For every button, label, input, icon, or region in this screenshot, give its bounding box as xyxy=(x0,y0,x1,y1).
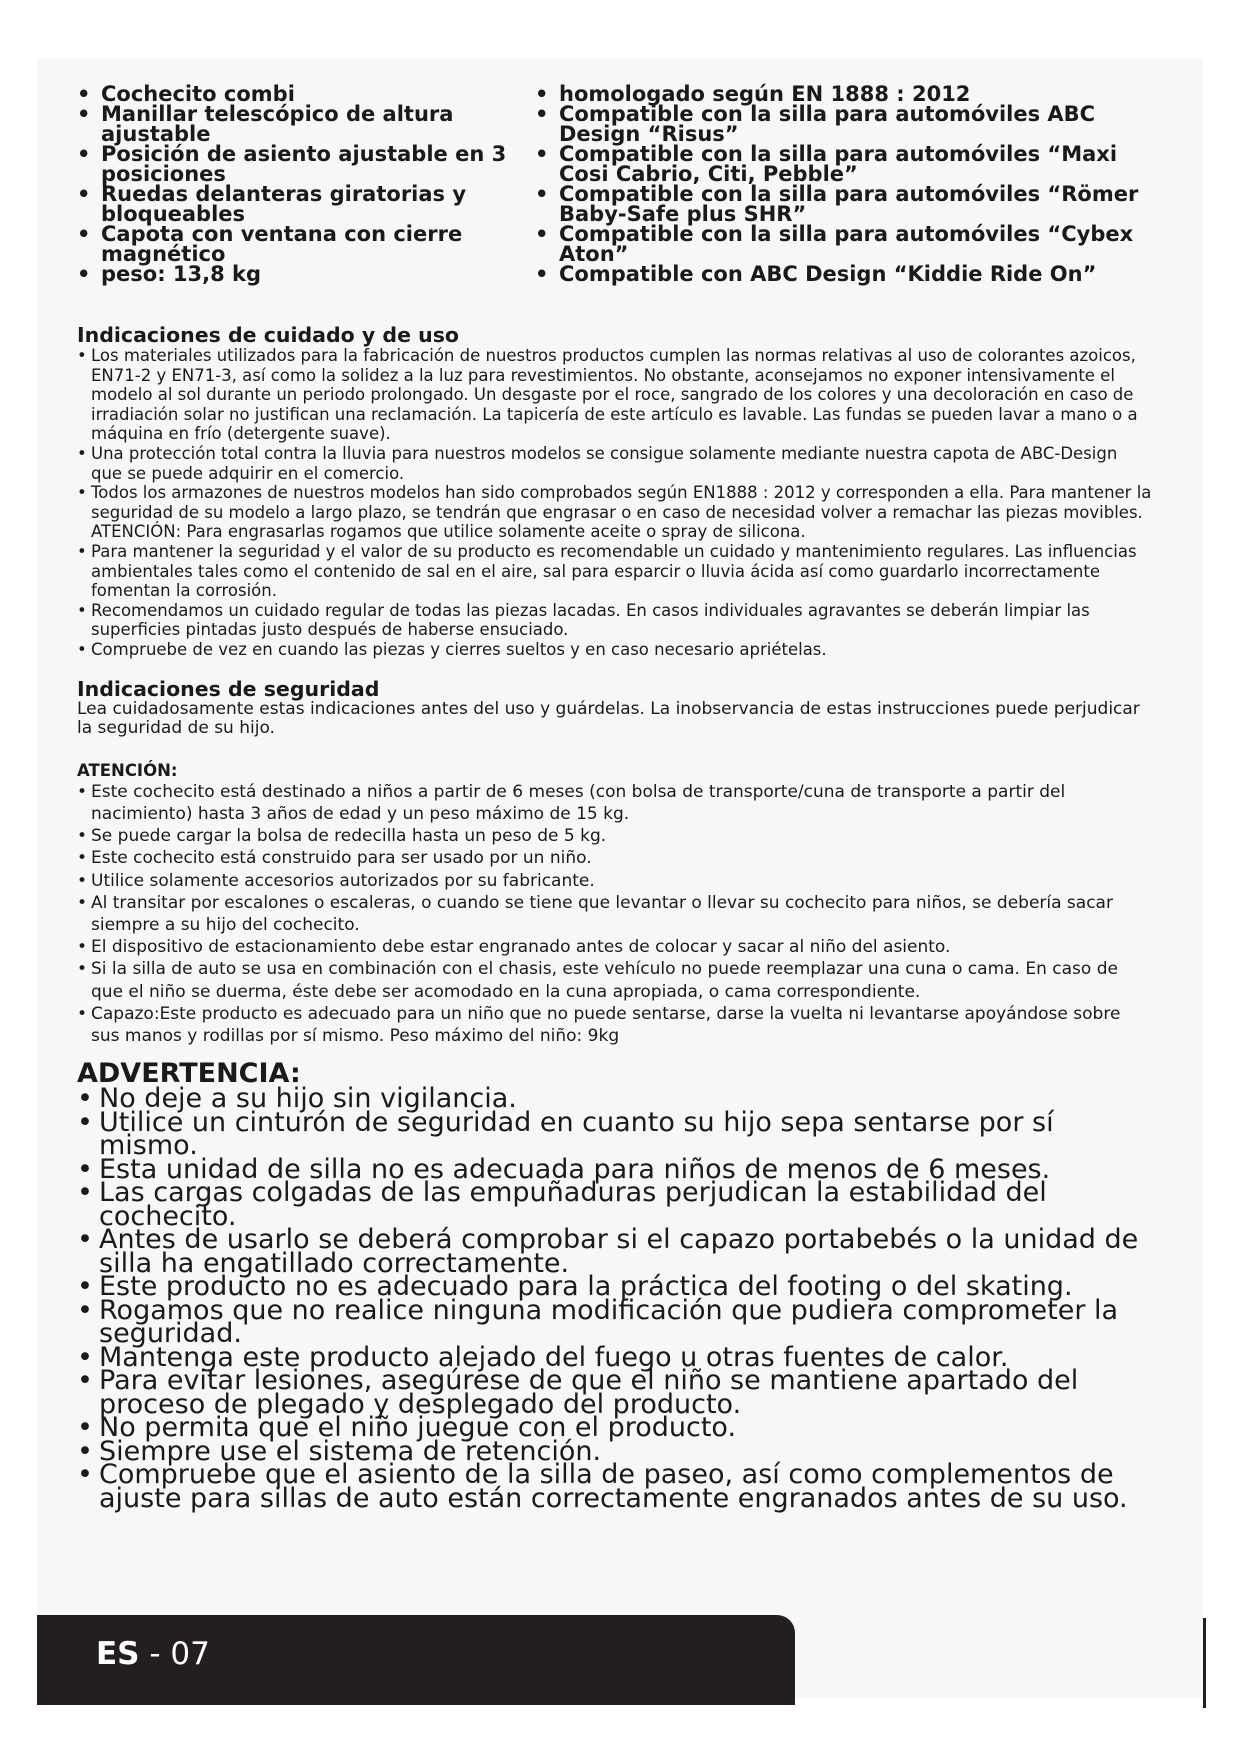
feature-item: • Posición de asiento ajustable en 3 posiciones xyxy=(77,144,507,184)
page-number xyxy=(96,1634,210,1674)
attention-item: • Capazo:Este producto es adecuado para un niño que no puede sentarse, darse la vuelta ni levantarse apoyándose sobre sus manos y rodillas por sí mismo. Peso máximo del niño: 9kg xyxy=(77,1003,1152,1047)
care-list xyxy=(77,346,1152,660)
care-item: • Compruebe de vez en cuando las piezas y cierres sueltos y en caso necesario apriételas. xyxy=(77,640,1152,660)
care-item: • Para mantener la seguridad y el valor de su producto es recomendable un cuidado y mantenimiento regulares. Las influencias ambientales tales como el contenido de sal en el aire, sal para esparcir o lluvia ácida así como guardarlo incorrectamente fomentan la corrosión. xyxy=(77,542,1152,601)
feature-item: • Manillar telescópico de altura ajustable xyxy=(77,104,507,144)
attention-item: • Al transitar por escalones o escaleras, o cuando se tiene que levantar o llevar su cochecito para niños, se debería sacar siempre a su hijo del cochecito. xyxy=(77,892,1152,936)
features-left-column xyxy=(77,84,507,284)
attention-list xyxy=(77,781,1152,1047)
warning-item: • No permita que el niño juegue con el producto. xyxy=(77,1416,1152,1440)
attention-item: • Se puede cargar la bolsa de redecilla hasta un peso de 5 kg. xyxy=(77,825,1152,847)
care-item: • Los materiales utilizados para la fabricación de nuestros productos cumplen las normas relativas al uso de colorantes azoicos, EN71-2 y EN71-3, así como la solidez a la luz para revestimientos. No obstante, aconsejamos no exponer intensivamente el modelo al sol durante un periodo prolongado. Un desgaste por el roce, sangrado de los colores y una decoloración en caso de irradiación solar no justifican una reclamación. La tapicería de este artículo es lavable. Las fundas se pueden lavar a mano o a máquina en frío (detergente suave). xyxy=(77,346,1152,444)
care-note: ATENCIÓN: Para engrasarlas rogamos que utilice solamente aceite o spray de silicona. xyxy=(91,522,806,542)
care-item: • Todos los armazones de nuestros modelos han sido comprobados según EN1888 : 2012 y corresponden a ella. Para mantener la seguridad de su modelo a largo plazo, se tendrán que engrasar o en caso de necesidad volver a remachar las piezas movibles. xyxy=(77,483,1152,522)
care-item: • Recomendamos un cuidado regular de todas las piezas lacadas. En casos individuales agravantes se deberán limpiar las superficies pintadas justo después de haberse ensuciado. xyxy=(77,601,1152,640)
feature-item: • Capota con ventana con cierre magnético xyxy=(77,224,507,264)
warning-item: • Siempre use el sistema de retención. xyxy=(77,1440,1152,1464)
feature-item: • homologado según EN 1888 : 2012 xyxy=(535,84,1152,104)
feature-item: • Compatible con la silla para automóviles “Maxi Cosi Cabrio, Citi, Pebble” xyxy=(535,144,1152,184)
language-code: ES xyxy=(96,1636,140,1672)
warning-item: • Utilice un cinturón de seguridad en cuanto su hijo sepa sentarse por sí mismo. xyxy=(77,1111,1152,1158)
attention-item: • El dispositivo de estacionamiento debe estar engranado antes de colocar y sacar al niño del asiento. xyxy=(77,936,1152,958)
feature-item: • Compatible con la silla para automóviles “Römer Baby-Safe plus SHR” xyxy=(535,184,1152,224)
care-heading: Indicaciones de cuidado y de uso xyxy=(77,323,459,347)
warning-item: • Las cargas colgadas de las empuñaduras perjudican la estabilidad del cochecito. xyxy=(77,1181,1152,1228)
attention-heading: ATENCIÓN: xyxy=(77,760,178,780)
warning-list xyxy=(77,1083,1152,1514)
warning-item: • Antes de usarlo se deberá comprobar si el capazo portabebés o la unidad de silla ha engatillado correctamente. xyxy=(77,1228,1152,1275)
warning-item: • Este producto no es adecuado para la práctica del footing o del skating. xyxy=(77,1275,1152,1299)
warning-item: • Para evitar lesiones, asegúrese de que el niño se mantiene apartado del proceso de plegado y desplegado del producto. xyxy=(77,1369,1152,1416)
attention-item: • Utilice solamente accesorios autorizados por su fabricante. xyxy=(77,870,1152,892)
attention-item: • Si la silla de auto se usa en combinación con el chasis, este vehículo no puede reemplazar una cuna o cama. En caso de que el niño se duerma, éste debe ser acomodado en la cuna apropiada, o cama correspondiente. xyxy=(77,958,1152,1002)
warning-item: • No deje a su hijo sin vigilancia. xyxy=(77,1087,1152,1111)
warning-item: • Mantenga este producto alejado del fuego u otras fuentes de calor. xyxy=(77,1346,1152,1370)
page-label: - 07 xyxy=(149,1636,210,1672)
edge-line xyxy=(1203,1618,1206,1708)
warning-item: • Compruebe que el asiento de la silla de paseo, así como complementos de ajuste para sillas de auto están correctamente engranados antes de su uso. xyxy=(77,1463,1152,1510)
feature-item: • Compatible con la silla para automóviles ABC Design “Risus” xyxy=(535,104,1152,144)
feature-item: • Compatible con ABC Design “Kiddie Ride On” xyxy=(535,264,1152,284)
safety-heading: Indicaciones de seguridad xyxy=(77,676,380,701)
feature-item: • Cochecito combi xyxy=(77,84,507,104)
attention-item: • Este cochecito está construido para ser usado por un niño. xyxy=(77,847,1152,869)
manual-content xyxy=(77,82,1152,1514)
features-right-column xyxy=(535,84,1152,284)
warning-item: • Rogamos que no realice ninguna modificación que pudiera comprometer la seguridad. xyxy=(77,1299,1152,1346)
attention-item: • Este cochecito está destinado a niños a partir de 6 meses (con bolsa de transporte/cuna de transporte a partir del nacimiento) hasta 3 años de edad y un peso máximo de 15 kg. xyxy=(77,781,1152,825)
warning-item: • Esta unidad de silla no es adecuada para niños de menos de 6 meses. xyxy=(77,1158,1152,1182)
feature-item: • Compatible con la silla para automóviles “Cybex Aton” xyxy=(535,224,1152,264)
care-item: • Una protección total contra la lluvia para nuestros modelos se consigue solamente mediante nuestra capota de ABC-Design que se puede adquirir en el comercio. xyxy=(77,444,1152,483)
feature-item: • peso: 13,8 kg xyxy=(77,264,507,284)
warning-heading: ADVERTENCIA: xyxy=(77,1058,301,1090)
feature-item: • Ruedas delanteras giratorias y bloqueables xyxy=(77,184,507,224)
safety-intro: Lea cuidadosamente estas indicaciones antes del uso y guárdelas. La inobservancia de estas instrucciones puede perjudicar la seguridad de su hijo. xyxy=(77,698,1140,739)
features-section xyxy=(77,84,1152,284)
